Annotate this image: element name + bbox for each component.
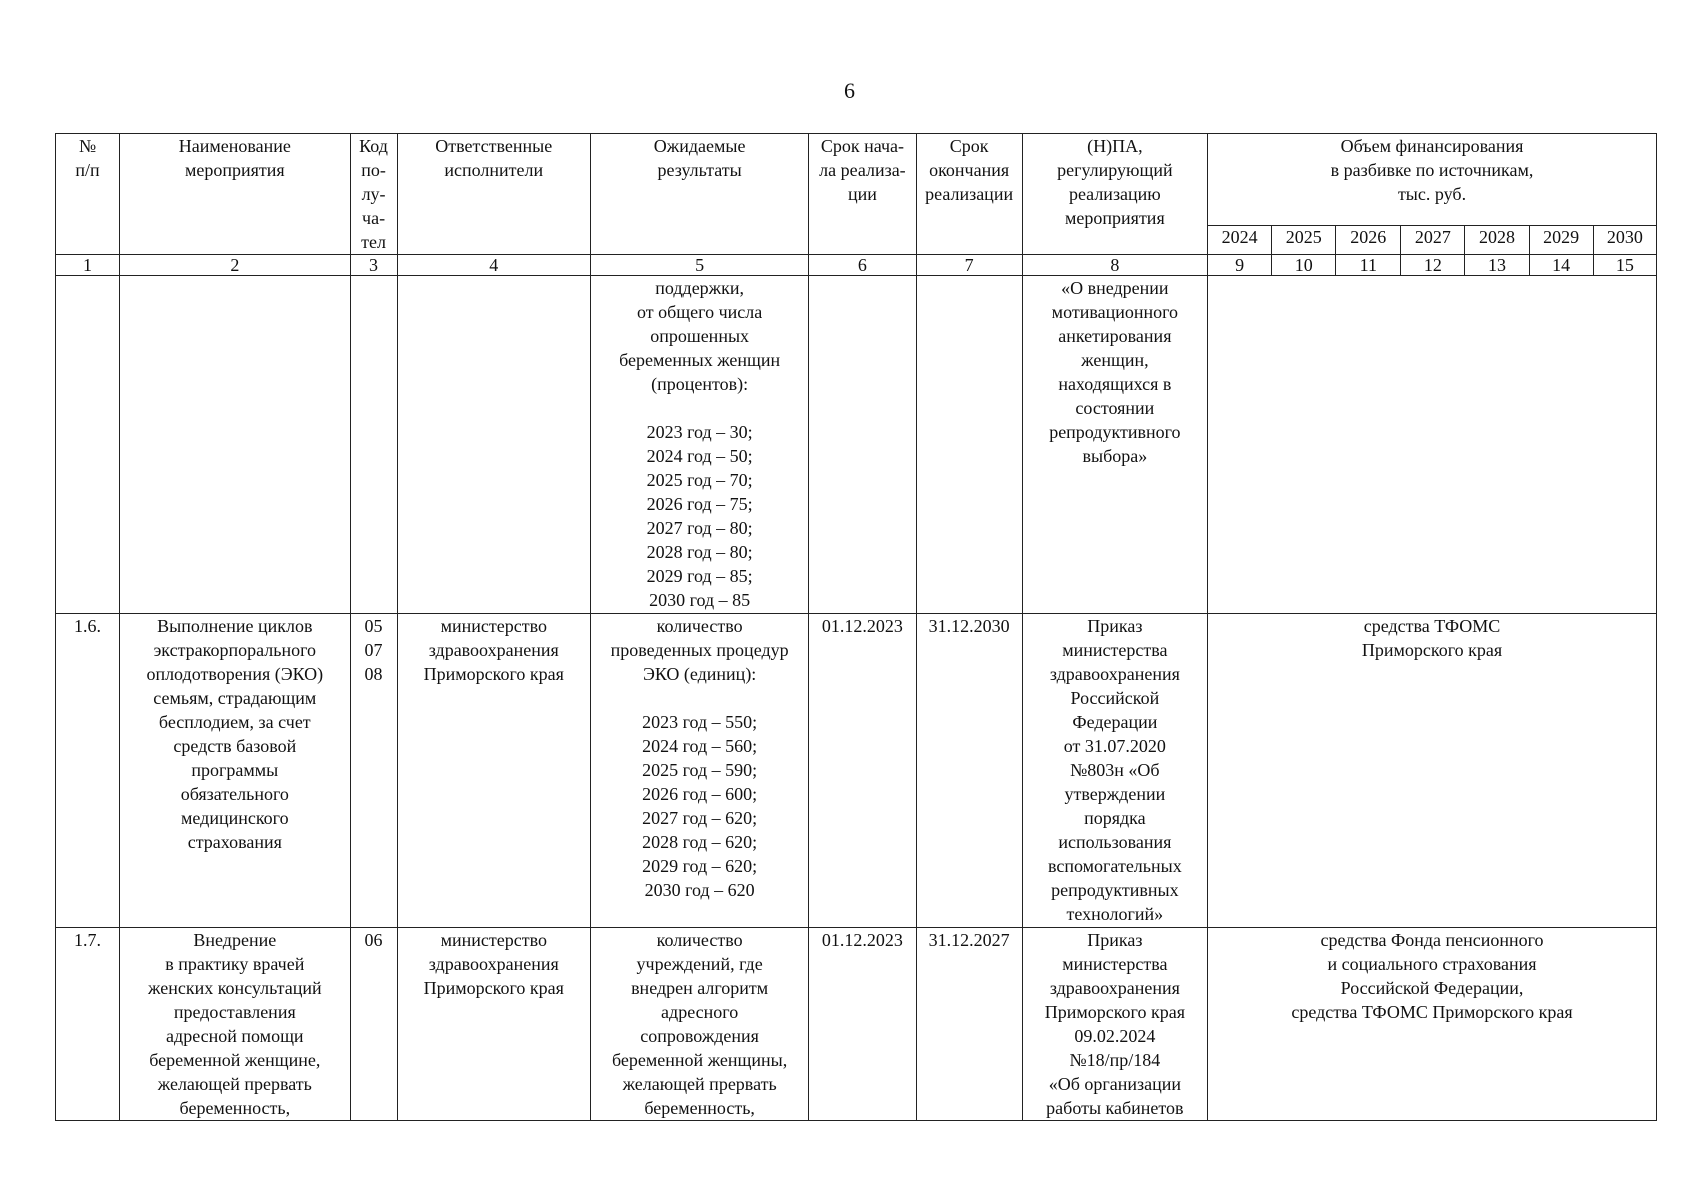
text-line: поддержки, xyxy=(655,278,744,298)
header-executor xyxy=(397,134,590,255)
column-number: 2 xyxy=(120,255,350,276)
column-number: 11 xyxy=(1336,255,1401,276)
text-line: желающей прервать xyxy=(622,1074,777,1094)
header-funding xyxy=(1208,134,1657,226)
text-line: Российской xyxy=(1070,688,1160,708)
year-cell: 2024 xyxy=(1208,226,1272,255)
text-line: «О внедрении xyxy=(1061,278,1169,298)
text-line: здравоохранения xyxy=(428,640,559,660)
text-line: 08 xyxy=(364,664,383,684)
row-num: 1.7. xyxy=(56,928,120,1121)
text-line: средства ТФОМС xyxy=(1363,616,1501,636)
text-line: 06 xyxy=(364,930,383,950)
text-line: средства ТФОМС Приморского края xyxy=(1291,1002,1573,1022)
text-line xyxy=(594,686,805,710)
text-line: Наименование xyxy=(178,136,291,156)
row-executor xyxy=(397,928,590,1121)
text-line: министерство xyxy=(440,616,547,636)
text-line: проведенных процедур xyxy=(610,640,789,660)
row-funding xyxy=(1208,928,1657,1121)
text-line: 2027 год – 620; xyxy=(642,808,758,828)
text-line: №803н «Об xyxy=(1070,760,1160,780)
text-line: женских консультаций xyxy=(148,978,322,998)
text-line: опрошенных xyxy=(650,326,750,346)
column-numbers-row xyxy=(56,255,1657,276)
text-line: 2024 год – 560; xyxy=(642,736,758,756)
text-line: Срок нача- xyxy=(820,136,905,156)
text-line: состоянии xyxy=(1075,398,1155,418)
text-line: технологий» xyxy=(1066,904,1164,924)
header-end xyxy=(916,134,1022,255)
text-line: Внедрение xyxy=(193,930,277,950)
text-line: анкетирования xyxy=(1058,326,1172,346)
text-line: ча- xyxy=(362,208,386,228)
text-line: находящихся в xyxy=(1058,374,1172,394)
text-line: утверждении xyxy=(1064,784,1166,804)
text-line: 2025 год – 590; xyxy=(642,760,758,780)
column-number: 10 xyxy=(1272,255,1336,276)
text-line: мотивационного xyxy=(1051,302,1179,322)
row-results xyxy=(590,928,808,1121)
text-line: адресного xyxy=(661,1002,739,1022)
row-executor xyxy=(397,614,590,928)
row-funding xyxy=(1208,276,1657,614)
text-line: №18/пр/184 xyxy=(1069,1050,1161,1070)
text-line: работы кабинетов xyxy=(1046,1098,1184,1118)
text-line: здравоохранения xyxy=(1049,664,1180,684)
text-line: 2029 год – 85; xyxy=(646,566,753,586)
text-line: 2028 год – 80; xyxy=(646,542,753,562)
text-line: медицинского xyxy=(181,808,289,828)
text-line: лу- xyxy=(361,184,386,204)
measures-table xyxy=(55,133,1657,1121)
row-funding xyxy=(1208,614,1657,928)
text-line: от 31.07.2020 xyxy=(1063,736,1166,756)
text-line: п/п xyxy=(75,160,100,180)
text-line: 05 xyxy=(364,616,383,636)
text-line: порядка xyxy=(1084,808,1146,828)
row-results xyxy=(590,276,808,614)
column-number: 7 xyxy=(916,255,1022,276)
row-start: 01.12.2023 xyxy=(809,928,916,1121)
row-name xyxy=(120,276,350,614)
text-line: 2024 год – 50; xyxy=(646,446,753,466)
text-line: страхования xyxy=(187,832,282,852)
text-line: количество xyxy=(656,616,743,636)
row-executor xyxy=(397,276,590,614)
row-end: 31.12.2027 xyxy=(916,928,1022,1121)
text-line: вспомогательных xyxy=(1047,856,1182,876)
row-code xyxy=(350,928,397,1121)
text-line: «Об организации xyxy=(1048,1074,1182,1094)
text-line: беременных женщин xyxy=(619,350,781,370)
text-line: репродуктивного xyxy=(1049,422,1181,442)
text-line: 09.02.2024 xyxy=(1074,1026,1156,1046)
text-line: внедрен алгоритм xyxy=(631,978,769,998)
text-line: Срок xyxy=(949,136,989,156)
column-number: 14 xyxy=(1529,255,1593,276)
text-line: Приморского края xyxy=(423,664,564,684)
text-line: (Н)ПА, xyxy=(1087,136,1143,156)
header-code xyxy=(350,134,397,255)
text-line: беременность, xyxy=(644,1098,755,1118)
text-line: 2030 год – 85 xyxy=(649,590,751,610)
year-cell: 2028 xyxy=(1465,226,1529,255)
text-line: ции xyxy=(847,184,877,204)
text-line: 2028 год – 620; xyxy=(642,832,758,852)
text-line: учреждений, где xyxy=(636,954,763,974)
text-line: окончания xyxy=(929,160,1010,180)
text-line: Приморского края xyxy=(423,978,564,998)
row-name xyxy=(120,928,350,1121)
row-npa xyxy=(1022,276,1207,614)
header-results xyxy=(590,134,808,255)
text-line: Приказ xyxy=(1087,616,1143,636)
row-code xyxy=(350,276,397,614)
text-line: 2026 год – 75; xyxy=(646,494,753,514)
text-line: желающей прервать xyxy=(157,1074,312,1094)
row-name xyxy=(120,614,350,928)
text-line: Приморского края xyxy=(1361,640,1503,660)
text-line: оплодотворения (ЭКО) xyxy=(146,664,324,684)
text-line: министерства xyxy=(1062,954,1168,974)
text-line: мероприятия xyxy=(1065,208,1165,228)
text-line: Код xyxy=(359,136,388,156)
row-num: 1.6. xyxy=(56,614,120,928)
header-name xyxy=(120,134,350,255)
text-line: Приказ xyxy=(1087,930,1143,950)
column-number: 9 xyxy=(1208,255,1272,276)
row-npa xyxy=(1022,614,1207,928)
text-line: предоставления xyxy=(173,1002,296,1022)
text-line: средств базовой xyxy=(173,736,297,756)
text-line: беременность, xyxy=(179,1098,291,1118)
text-line: 2023 год – 30; xyxy=(646,422,753,442)
text-line: Российской Федерации, xyxy=(1340,978,1524,998)
text-line: беременной женщины, xyxy=(612,1050,788,1070)
page-number: 6 xyxy=(844,78,855,103)
text-line: от общего числа xyxy=(637,302,763,322)
text-line: беременной женщине, xyxy=(149,1050,321,1070)
text-line: министерства xyxy=(1062,640,1168,660)
text-line: здравоохранения xyxy=(428,954,559,974)
text-line: регулирующий xyxy=(1057,160,1173,180)
text-line: здравоохранения xyxy=(1049,978,1180,998)
text-line: Выполнение циклов xyxy=(157,616,313,636)
text-line: Ожидаемые xyxy=(653,136,746,156)
table-row xyxy=(56,928,1657,1121)
text-line: адресной помощи xyxy=(166,1026,304,1046)
row-npa xyxy=(1022,928,1207,1121)
text-line: количество xyxy=(656,930,743,950)
text-line: 2030 год – 620 xyxy=(644,880,755,900)
text-line: бесплодием, за счет xyxy=(158,712,311,732)
text-line: средства Фонда пенсионного xyxy=(1320,930,1544,950)
text-line: 2025 год – 70; xyxy=(646,470,753,490)
text-line: использования xyxy=(1058,832,1172,852)
text-line: мероприятия xyxy=(184,160,285,180)
table-row xyxy=(56,614,1657,928)
text-line: 07 xyxy=(364,640,383,660)
text-line: и социального страхования xyxy=(1327,954,1537,974)
text-line: результаты xyxy=(657,160,742,180)
text-line: Ответственные xyxy=(435,136,553,156)
text-line: 2026 год – 600; xyxy=(642,784,758,804)
text-line: ЭКО (единиц): xyxy=(642,664,757,684)
text-line: обязательного xyxy=(180,784,289,804)
text-line: № xyxy=(78,136,97,156)
text-line: в разбивке по источникам, xyxy=(1330,160,1534,180)
text-line: тел xyxy=(361,232,386,252)
header-start xyxy=(809,134,916,255)
row-start: 01.12.2023 xyxy=(809,614,916,928)
column-number: 5 xyxy=(590,255,808,276)
header-npa xyxy=(1022,134,1207,255)
column-number: 6 xyxy=(809,255,916,276)
text-line: реализацию xyxy=(1068,184,1161,204)
text-line: 2027 год – 80; xyxy=(646,518,753,538)
text-line: в практику врачей xyxy=(165,954,305,974)
text-line: министерство xyxy=(440,930,547,950)
column-number: 4 xyxy=(397,255,590,276)
text-line: экстракорпорального xyxy=(153,640,317,660)
row-end: 31.12.2030 xyxy=(916,614,1022,928)
year-cell: 2030 xyxy=(1593,226,1656,255)
text-line: 2029 год – 620; xyxy=(642,856,758,876)
year-cell: 2029 xyxy=(1529,226,1593,255)
header-row xyxy=(56,134,1657,226)
text-line: репродуктивных xyxy=(1051,880,1179,900)
row-results xyxy=(590,614,808,928)
row-end xyxy=(916,276,1022,614)
text-line: по- xyxy=(361,160,386,180)
column-number: 12 xyxy=(1401,255,1465,276)
text-line: исполнители xyxy=(444,160,544,180)
table-row xyxy=(56,276,1657,614)
text-line: реализации xyxy=(925,184,1014,204)
year-cell: 2026 xyxy=(1336,226,1401,255)
row-num xyxy=(56,276,120,614)
row-code xyxy=(350,614,397,928)
column-number: 1 xyxy=(56,255,120,276)
text-line: ла реализа- xyxy=(819,160,906,180)
text-line: семьям, страдающим xyxy=(153,688,317,708)
text-line: программы xyxy=(191,760,279,780)
text-line: женщин, xyxy=(1081,350,1149,370)
year-cell: 2027 xyxy=(1401,226,1465,255)
column-number: 15 xyxy=(1593,255,1656,276)
column-number: 13 xyxy=(1465,255,1529,276)
text-line: выбора» xyxy=(1082,446,1148,466)
column-number: 8 xyxy=(1022,255,1207,276)
text-line: Федерации xyxy=(1072,712,1158,732)
text-line: сопровождения xyxy=(640,1026,759,1046)
text-line: тыс. руб. xyxy=(1397,184,1467,204)
text-line: Объем финансирования xyxy=(1340,136,1524,156)
header-num xyxy=(56,134,120,255)
row-start xyxy=(809,276,916,614)
text-line: Приморского края xyxy=(1044,1002,1186,1022)
year-cell: 2025 xyxy=(1272,226,1336,255)
text-line: 2023 год – 550; xyxy=(642,712,758,732)
column-number: 3 xyxy=(350,255,397,276)
text-line xyxy=(594,396,805,420)
text-line: (процентов): xyxy=(651,374,749,394)
